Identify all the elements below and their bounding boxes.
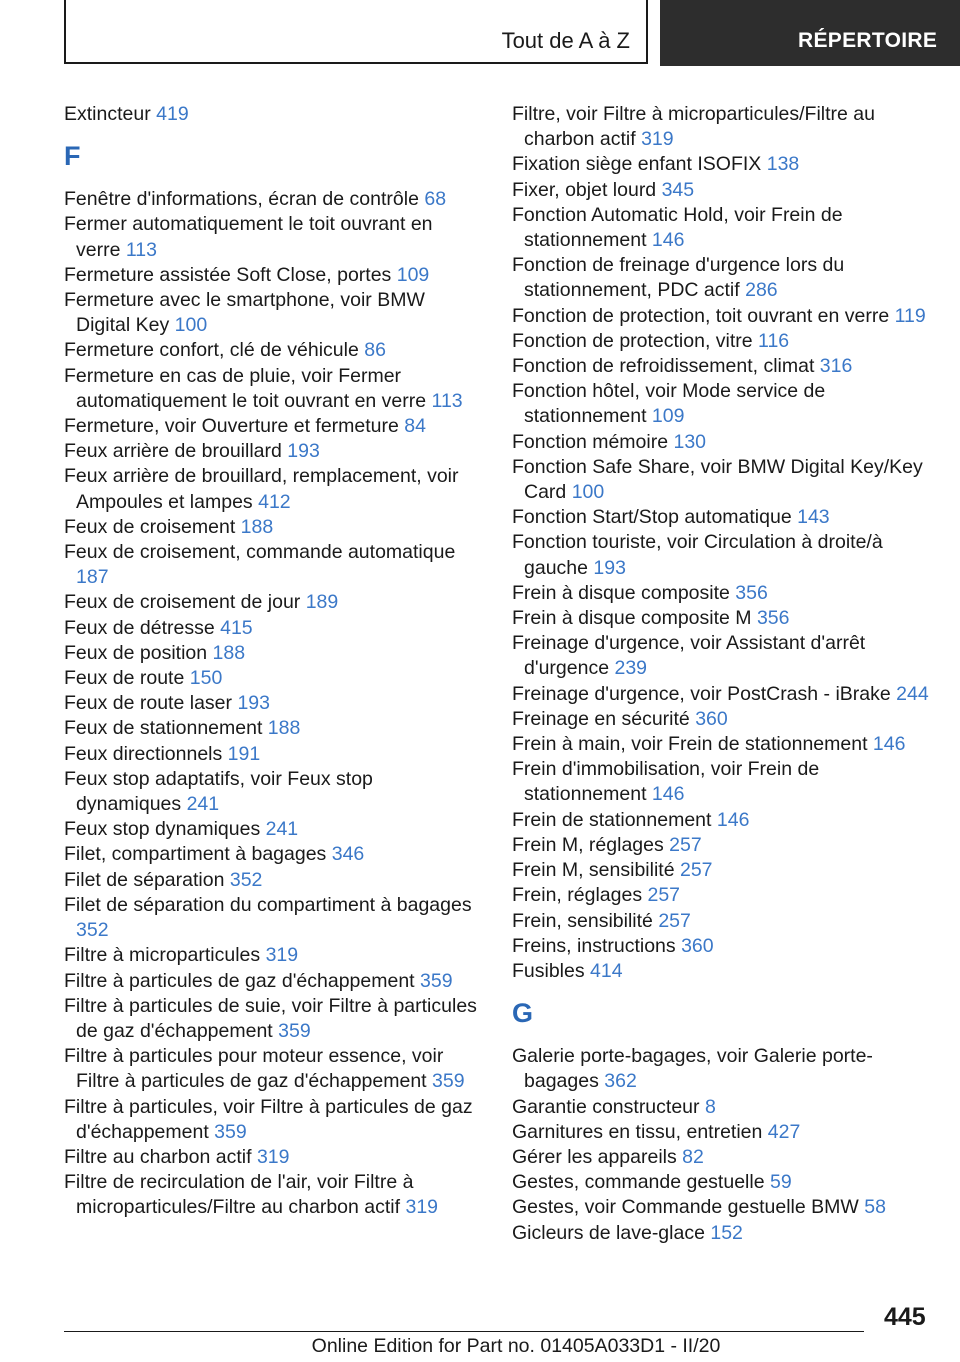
- index-entry-text: Fermeture assistée Soft Close, portes: [64, 263, 397, 286]
- index-entry-text: Feux de croisement: [64, 515, 241, 538]
- index-page-link[interactable]: 316: [819, 355, 853, 378]
- index-page-link[interactable]: 188: [267, 717, 301, 740]
- index-entry: [512, 682, 932, 707]
- index-entry: [512, 304, 932, 329]
- index-section-letter: G: [512, 998, 534, 1029]
- index-entry-text: Freinage d'urgence, voir PostCrash - iBrake: [512, 682, 897, 705]
- index-entry-text: Freinage d'urgence, voir Assistant d'arrêt d'urgence: [512, 632, 866, 680]
- index-entry: [512, 379, 932, 429]
- index-entry: [512, 1221, 932, 1246]
- index-column-left: [64, 102, 482, 1221]
- index-page-link[interactable]: 257: [647, 884, 681, 907]
- index-entry-text: Feux directionnels: [64, 742, 228, 765]
- index-entry-text: Feux de croisement, commande automatique: [64, 541, 456, 564]
- index-entry-text: Garantie constructeur: [512, 1095, 705, 1118]
- index-entry: [512, 430, 932, 455]
- index-entry-text: Filet de séparation: [64, 868, 230, 891]
- index-page-link[interactable]: 359: [432, 1070, 465, 1093]
- page-number: 445: [884, 1303, 926, 1331]
- index-section-letter: F: [64, 141, 81, 172]
- index-page-link[interactable]: 319: [265, 944, 299, 967]
- index-entry-text: Feux de route: [64, 667, 190, 690]
- index-page-link[interactable]: 143: [797, 506, 830, 529]
- index-page-link[interactable]: 244: [896, 682, 929, 705]
- index-page-link[interactable]: 146: [716, 808, 750, 831]
- index-entry-text: Frein M, réglages: [512, 833, 670, 856]
- index-entry-text: Feux de détresse: [64, 616, 221, 639]
- index-entry: [64, 742, 482, 767]
- index-entry-text: Filtre de recirculation de l'air, voir Filtre à microparticules/Filtre au charbon actif: [64, 1171, 414, 1219]
- index-page-link[interactable]: 241: [265, 818, 299, 841]
- index-entry: [64, 364, 482, 414]
- index-entry-text: Filtre, voir Filtre à microparticules/Filtre au charbon actif: [512, 103, 875, 151]
- index-page-link[interactable]: 68: [424, 188, 447, 211]
- index-page-link[interactable]: 415: [220, 616, 253, 639]
- index-entry-text: Fixation siège enfant ISOFIX: [512, 153, 767, 176]
- header-tab-repertoire[interactable]: [660, 0, 960, 66]
- index-entry-text: Fenêtre d'informations, écran de contrôle: [64, 188, 425, 211]
- header-tab-a-to-z[interactable]: Tout de A à Z: [501, 28, 630, 53]
- index-column-right: [512, 102, 932, 1246]
- index-entry: [512, 1195, 932, 1220]
- index-page-link[interactable]: 359: [214, 1120, 247, 1143]
- index-entry-text: Gestes, commande gestuelle: [512, 1171, 770, 1194]
- index-page-link[interactable]: 319: [405, 1196, 439, 1219]
- index-entry: [64, 616, 482, 641]
- index-entry-text: Frein à main, voir Frein de stationnement: [512, 733, 873, 756]
- index-entry-text: Fixer, objet lourd: [512, 178, 662, 201]
- index-page-link[interactable]: 319: [256, 1145, 290, 1168]
- index-page-link[interactable]: 109: [651, 405, 685, 428]
- index-entry-text: Frein à disque composite: [512, 581, 736, 604]
- index-page-link[interactable]: 191: [227, 742, 261, 765]
- index-entry-text: Fonction de freinage d'urgence lors du stationnement, PDC actif: [512, 254, 845, 302]
- index-page-link[interactable]: 150: [189, 667, 223, 690]
- index-entry: [512, 631, 932, 681]
- index-entry: [64, 187, 482, 212]
- index-entry: [64, 263, 482, 288]
- index-entry: [64, 338, 482, 363]
- index-page-link[interactable]: 345: [661, 178, 695, 201]
- index-entry-text: Gicleurs de lave-glace: [512, 1221, 711, 1244]
- index-entry-text: Fonction touriste, voir Circulation à droite/à gauche: [512, 531, 883, 579]
- index-entry: [64, 691, 482, 716]
- index-entry: [512, 1145, 932, 1170]
- index-page-link[interactable]: 360: [695, 707, 728, 730]
- index-page-link[interactable]: 119: [894, 304, 926, 327]
- index-page-link[interactable]: 193: [593, 556, 626, 579]
- index-entry-text: Fonction de protection, vitre: [512, 329, 759, 352]
- index-page-link[interactable]: 193: [287, 440, 320, 463]
- index-page-link[interactable]: 189: [305, 591, 339, 614]
- index-entry-text: Fermer automatiquement le toit ouvrant en verre: [64, 213, 433, 261]
- footer-rule: [64, 1331, 864, 1332]
- index-page-link[interactable]: 359: [420, 969, 453, 992]
- index-entry-text: Filtre à particules de gaz d'échappement: [64, 969, 421, 992]
- index-entry: [64, 1044, 482, 1094]
- index-entry-text: Fermeture avec le smartphone, voir BMW Digital Key: [64, 289, 425, 337]
- index-entry-text: Fonction mémoire: [512, 430, 674, 453]
- index-entry: [512, 833, 932, 858]
- index-entry-text: Filtre au charbon actif: [64, 1145, 257, 1168]
- index-page-link[interactable]: 113: [431, 389, 463, 412]
- index-page-link[interactable]: 100: [571, 481, 605, 504]
- index-entry-text: Frein M, sensibilité: [512, 859, 680, 882]
- index-page-link[interactable]: 109: [396, 263, 430, 286]
- index-entry-text: Frein, sensibilité: [512, 909, 659, 932]
- index-page-link[interactable]: 100: [174, 314, 208, 337]
- index-entry: [512, 707, 932, 732]
- index-entry: [512, 909, 932, 934]
- index-entry-text: Feux arrière de brouillard, remplacement, voir Ampoules et lampes: [64, 465, 459, 513]
- index-entry-text: Feux arrière de brouillard: [64, 440, 288, 463]
- index-entry: [512, 102, 932, 152]
- index-entry: [64, 994, 482, 1044]
- index-page-link[interactable]: 130: [673, 430, 707, 453]
- index-page-link[interactable]: 193: [237, 692, 270, 715]
- index-page-link[interactable]: 116: [758, 329, 790, 352]
- header-tab-repertoire-label: RÉPERTOIRE: [798, 29, 938, 52]
- index-page-link[interactable]: 352: [76, 919, 109, 942]
- index-entry: [512, 1170, 932, 1195]
- index-page-link[interactable]: 412: [258, 490, 291, 513]
- index-page-link[interactable]: 352: [229, 868, 263, 891]
- index-entry: [64, 842, 482, 867]
- index-page-link[interactable]: 239: [614, 657, 648, 680]
- footer-edition-text: Online Edition for Part no. 01405A033D1 - II/20: [311, 1335, 721, 1357]
- index-entry-text: Fonction Safe Share, voir BMW Digital Key/Key Card: [512, 455, 923, 504]
- index-entry: [512, 1095, 932, 1120]
- index-entry: [64, 641, 482, 666]
- index-entry: [512, 606, 932, 631]
- index-entry-text: Frein d'immobilisation, voir Frein de stationnement: [512, 758, 820, 806]
- index-entry: [512, 581, 932, 606]
- index-entry-text: Fermeture confort, clé de véhicule: [64, 339, 365, 362]
- index-entry: [512, 858, 932, 883]
- index-page-link[interactable]: 113: [125, 238, 157, 261]
- index-entry-text: Feux de croisement de jour: [64, 591, 306, 614]
- index-entry-text: Gérer les appareils: [512, 1145, 683, 1168]
- index-entry-text: Gestes, voir Commande gestuelle BMW: [512, 1196, 865, 1219]
- index-entry: [64, 1095, 482, 1145]
- index-entry: [64, 212, 482, 262]
- index-entry-text: Galerie porte-bagages, voir Galerie porte-bagages: [512, 1045, 873, 1093]
- index-page-link[interactable]: 346: [331, 843, 365, 866]
- index-entry: [64, 817, 482, 842]
- index-entry: [64, 868, 482, 893]
- index-entry: [64, 288, 482, 338]
- index-entry-text: Fermeture en cas de pluie, voir Fermer automatiquement le toit ouvrant en verre: [64, 364, 432, 412]
- index-entry: [512, 253, 932, 303]
- index-entry-text: Feux stop dynamiques: [64, 818, 266, 841]
- index-page-link[interactable]: 82: [682, 1145, 704, 1168]
- index-entry: [512, 178, 932, 203]
- index-page-link[interactable]: 241: [186, 793, 220, 816]
- index-entry: [512, 455, 932, 505]
- index-entry-text: Fusibles: [512, 959, 591, 982]
- index-entry: [64, 439, 482, 464]
- index-entry-text: Feux de position: [64, 641, 213, 664]
- index-page-link[interactable]: 84: [404, 415, 426, 438]
- index-page-link[interactable]: 138: [766, 153, 800, 176]
- index-entry-text: Filtre à particules de suie, voir Filtre à particules de gaz d'échappement: [64, 994, 477, 1042]
- index-entry-text: Fonction Automatic Hold, voir Frein de stationnement: [512, 203, 843, 252]
- index-entry: [64, 414, 482, 439]
- header-section-box: [64, 0, 648, 64]
- index-entry-text: Fonction Start/Stop automatique: [512, 506, 798, 529]
- index-entry-text: Extincteur: [64, 103, 157, 125]
- index-entry-text: Feux stop adaptatifs, voir Feux stop dynamiques: [64, 767, 373, 816]
- index-entry-text: Fonction hôtel, voir Mode service de stationnement: [512, 380, 826, 428]
- index-entry-text: Fonction de refroidissement, climat: [512, 355, 820, 378]
- index-entry-text: Filet, compartiment à bagages: [64, 843, 332, 866]
- index-entry: [64, 590, 482, 615]
- index-page-link[interactable]: 257: [679, 859, 713, 882]
- index-entry: [512, 757, 932, 807]
- page-header: [0, 0, 960, 66]
- index-entry: [512, 530, 932, 580]
- index-entry-text: Filet de séparation du compartiment à bagages: [64, 893, 472, 916]
- index-entry: [64, 102, 482, 127]
- index-entry-text: Filtre à particules, voir Filtre à particules de gaz d'échappement: [64, 1095, 473, 1143]
- index-page-link[interactable]: 427: [767, 1120, 801, 1143]
- index-page-link[interactable]: 86: [364, 339, 386, 362]
- index-entry: [512, 329, 932, 354]
- index-entry: [64, 1145, 482, 1170]
- index-entry: [64, 1170, 482, 1220]
- index-entry: [512, 152, 932, 177]
- index-page-link[interactable]: 319: [641, 128, 674, 151]
- index-page-link[interactable]: 359: [278, 1019, 311, 1042]
- index-entry-text: Frein, réglages: [512, 884, 648, 907]
- index-entry: [64, 540, 482, 590]
- index-page-link[interactable]: 356: [735, 581, 768, 604]
- index-entry-text: Fermeture, voir Ouverture et fermeture: [64, 415, 405, 438]
- index-entry-text: Filtre à microparticules: [64, 944, 266, 967]
- index-entry-text: Frein à disque composite M: [512, 607, 757, 630]
- index-entry-text: Frein de stationnement: [512, 808, 717, 831]
- index-page-link[interactable]: 152: [710, 1221, 743, 1244]
- index-entry: [64, 767, 482, 817]
- index-page-link[interactable]: 58: [864, 1196, 886, 1219]
- index-entry: [512, 883, 932, 908]
- index-page-link[interactable]: 146: [651, 229, 685, 252]
- index-entry: [512, 203, 932, 253]
- index-page-link[interactable]: 146: [651, 783, 685, 806]
- index-entry-text: Freinage en sécurité: [512, 707, 696, 730]
- index-entry-text: Filtre à particules pour moteur essence, voir Filtre à particules de gaz d'échappement: [64, 1045, 444, 1093]
- index-page-link[interactable]: 414: [590, 959, 623, 982]
- index-page-link[interactable]: 362: [604, 1070, 637, 1093]
- index-entry: [64, 464, 482, 514]
- index-page-link[interactable]: 419: [156, 103, 189, 125]
- index-entry: [64, 969, 482, 994]
- index-page-link[interactable]: 187: [76, 566, 109, 589]
- index-entry: [512, 808, 932, 833]
- index-page-link[interactable]: 356: [756, 607, 790, 630]
- index-entry: [512, 505, 932, 530]
- index-entry-text: Garnitures en tissu, entretien: [512, 1120, 768, 1143]
- index-page-link[interactable]: 188: [212, 641, 246, 664]
- index-page-link[interactable]: 360: [681, 934, 714, 957]
- index-entry-text: Freins, instructions: [512, 934, 682, 957]
- index-entry: [512, 1044, 932, 1094]
- index-entry: [64, 666, 482, 691]
- index-entry-text: Feux de stationnement: [64, 717, 268, 740]
- index-entry: [512, 732, 932, 757]
- index-page-link[interactable]: 59: [769, 1171, 792, 1194]
- index-page-link[interactable]: 257: [658, 909, 691, 932]
- index-entry: [64, 515, 482, 540]
- index-entry-text: Feux de route laser: [64, 692, 238, 715]
- index-page-link[interactable]: 286: [745, 279, 778, 302]
- index-page-link[interactable]: 146: [872, 733, 906, 756]
- index-entry: [512, 1120, 932, 1145]
- index-entry: [512, 934, 932, 959]
- index-entry: [512, 959, 932, 984]
- index-page-link[interactable]: 8: [704, 1095, 716, 1118]
- index-entry: [64, 943, 482, 968]
- index-entry: [64, 893, 482, 943]
- index-page-link[interactable]: 188: [240, 515, 274, 538]
- index-page-link[interactable]: 257: [669, 833, 702, 856]
- index-entry: [64, 716, 482, 741]
- index-entry: [512, 354, 932, 379]
- index-entry-text: Fonction de protection, toit ouvrant en verre: [512, 304, 895, 327]
